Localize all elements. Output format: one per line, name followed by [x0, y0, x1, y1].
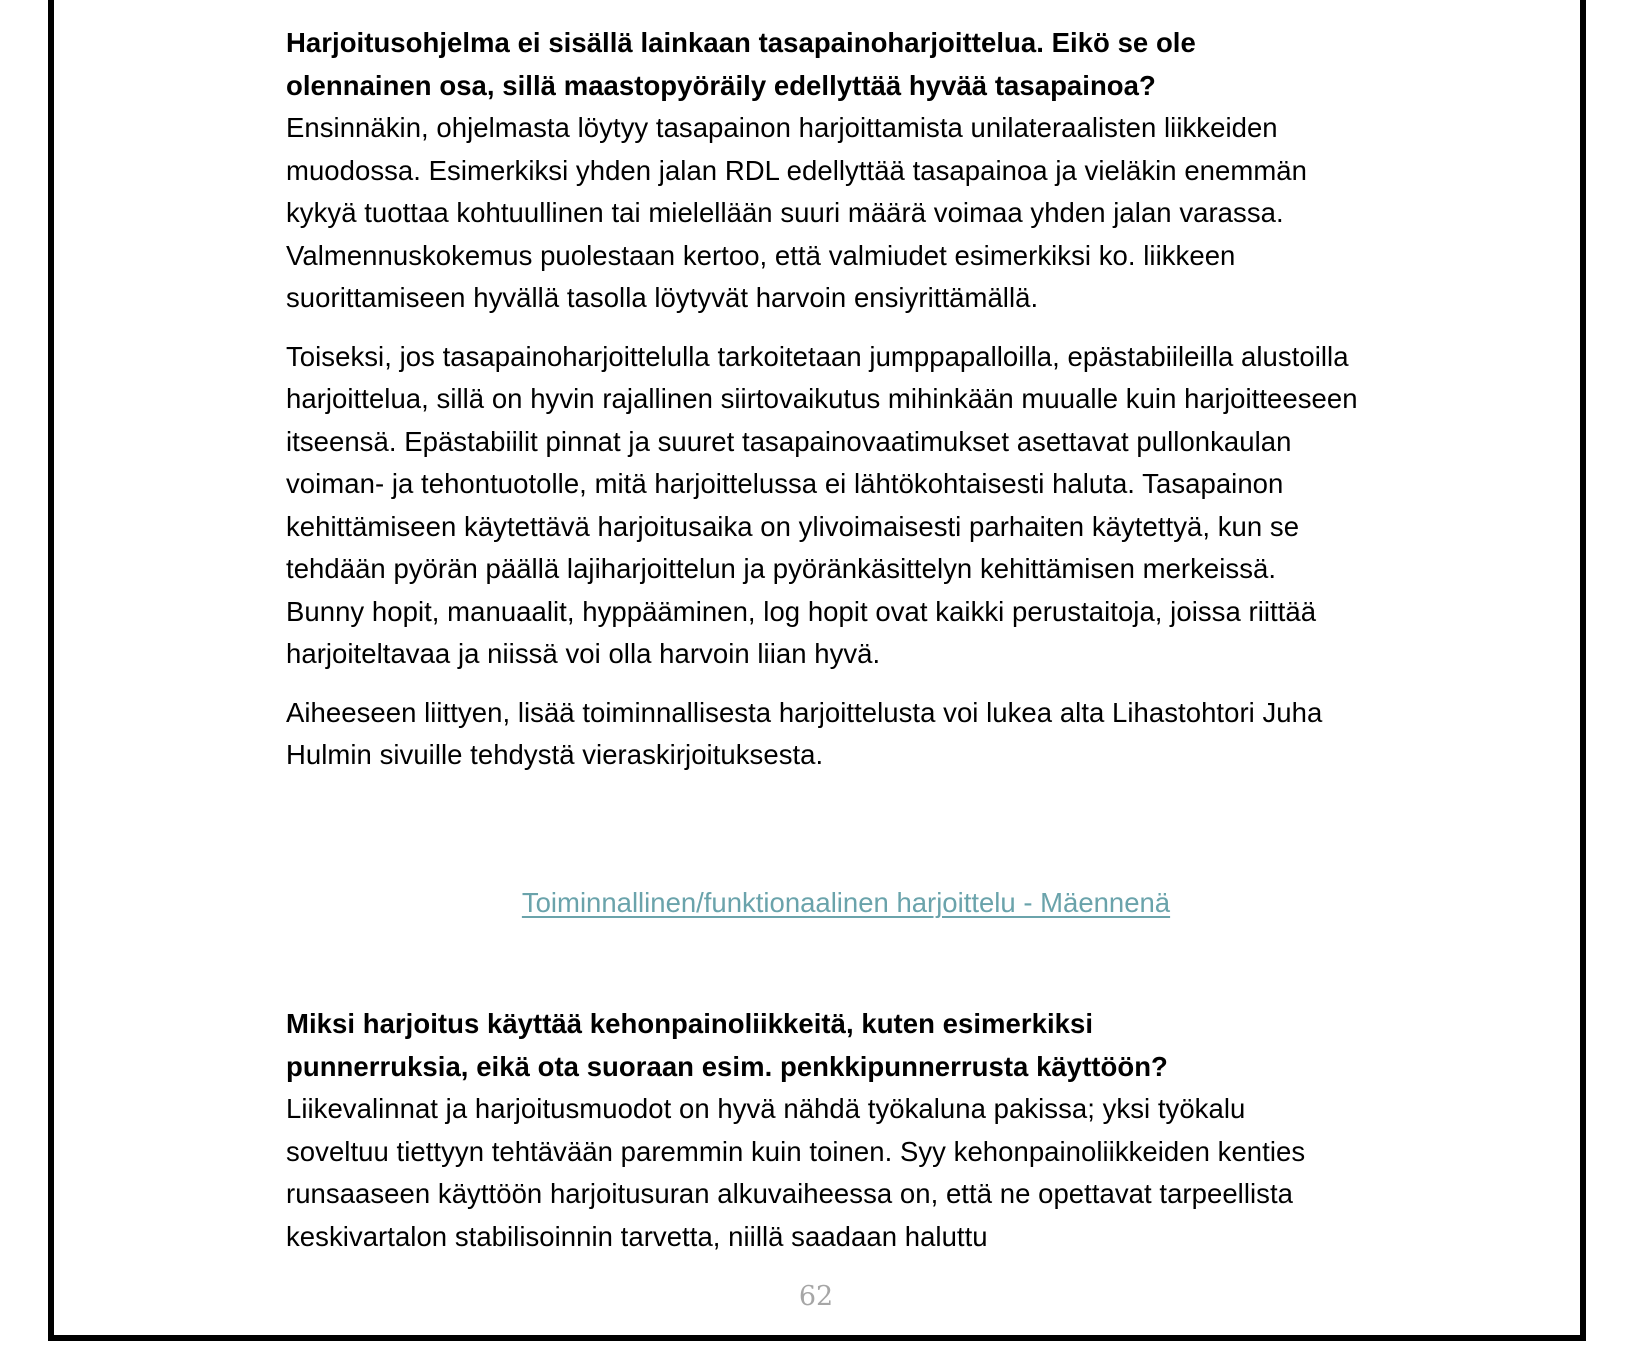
- faq-answer-paragraph: Aiheeseen liittyen, lisää toiminnallisesta harjoittelusta voi lukea alta Lihastohtori Juha Hulmin sivuille tehdystä vieraskirjoituksesta.: [286, 696, 1323, 770]
- page-number: 62: [798, 1281, 834, 1312]
- article-link[interactable]: Toiminnallinen/funktionaalinen harjoittelu - Mäennenä: [521, 887, 1171, 918]
- faq-answer-paragraph: Liikevalinnat ja harjoitusmuodot on hyvä nähdä työkaluna pakissa; yksi työkalu soveltuu tiettyyn tehtävään paremmin kuin toinen. Syy kehonpainoliikkeiden kenties runsaaseen käyttöön harjoitusuran alkuvaiheessa on, että ne opettavat tarpeellista keskivartalon stabilisoinnin tarvetta, niillä saadaan haluttu: [286, 1093, 1306, 1252]
- faq-item: [286, 22, 1426, 320]
- faq-item: [286, 1003, 1426, 1258]
- faq-question: Harjoitusohjelma ei sisällä lainkaan tasapainoharjoittelua. Eikö se ole olennainen osa, sillä maastopyöräily edellyttää hyvää tasapainoa?: [286, 27, 1196, 101]
- faq-question: Miksi harjoitus käyttää kehonpainoliikkeitä, kuten esimerkiksi punnerruksia, eikä ota suoraan esim. penkkipunnerrusta käyttöön?: [286, 1008, 1168, 1082]
- faq-answer-paragraph: Toiseksi, jos tasapainoharjoittelulla tarkoitetaan jumppapalloilla, epästabiileilla alustoilla harjoittelua, sillä on hyvin rajallinen siirtovaikutus mihinkään muualle kuin harjoitteeseen itseensä. Epästabiilit pinnat ja suuret tasapainovaatimukset asettavat pullonkaulan voiman- ja tehontuotolle, mitä harjoittelussa ei lähtökohtaisesti haluta. Tasapainon kehittämiseen käytettävä harjoitusaika on ylivoimaisesti parhaiten käytettyä, kun se tehdään pyörän päällä lajiharjoittelun ja pyöränkäsittelyn kehittämisen merkeissä. Bunny hopit, manuaalit, hyppääminen, log hopit ovat kaikki perustaitoja, joissa riittää harjoiteltavaa ja niissä voi olla harvoin liian hyvä.: [286, 340, 1358, 669]
- faq-answer-paragraph: Ensinnäkin, ohjelmasta löytyy tasapainon harjoittamista unilateraalisten liikkeiden muodossa. Esimerkiksi yhden jalan RDL edellyttää tasapainoa ja vieläkin enemmän kykyä tuottaa kohtuullinen tai mielellään suuri määrä voimaa yhden jalan varassa. Valmennuskokemus puolestaan kertoo, että valmiudet esimerkiksi ko. liikkeen suorittamiseen hyvällä tasolla löytyvät harvoin ensiyrittämällä.: [286, 112, 1307, 313]
- link-container: [286, 886, 1406, 920]
- section-balance-training: [286, 22, 1426, 793]
- section-bodyweight-exercises: [286, 1003, 1426, 1274]
